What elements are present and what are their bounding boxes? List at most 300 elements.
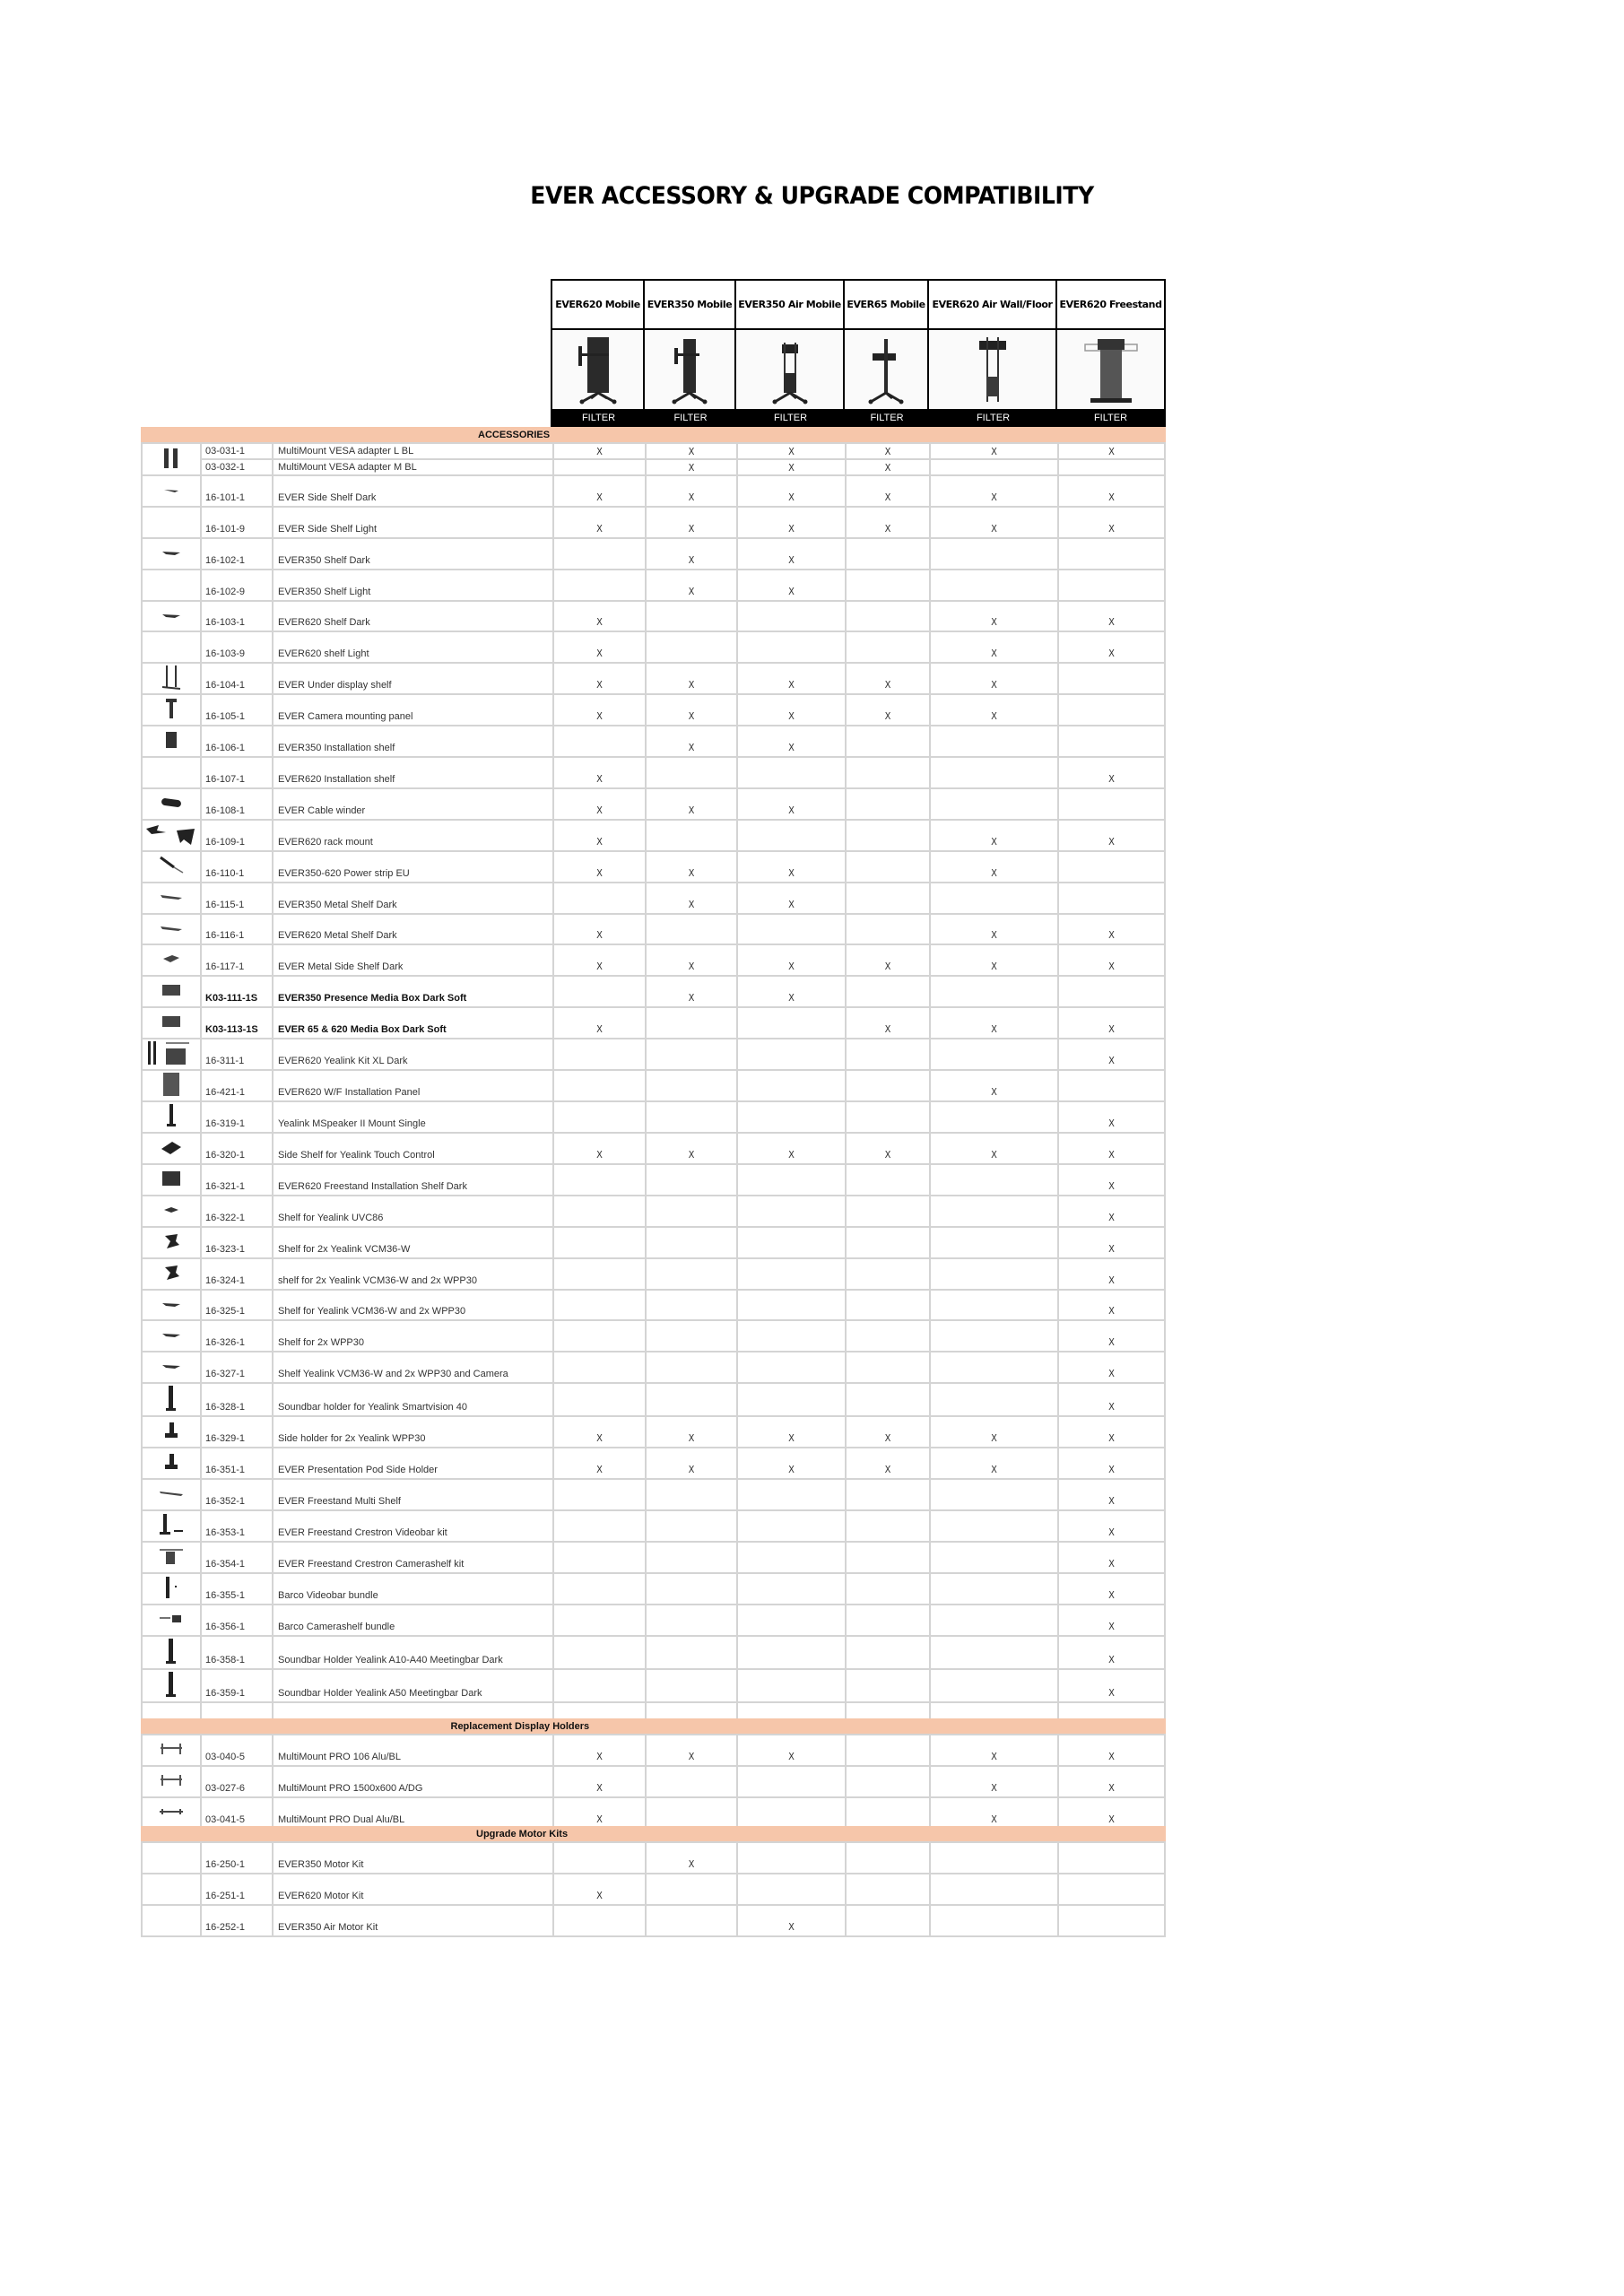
- product-label: EVER350 Air Mobile: [736, 281, 845, 328]
- table-row: [142, 1320, 1165, 1352]
- table-row: [142, 944, 1165, 976]
- compatibility-cell: [846, 1196, 930, 1227]
- compatible-mark: X: [688, 1464, 695, 1476]
- compatible-mark: X: [1108, 1620, 1115, 1632]
- filter-button[interactable]: FILTER: [870, 413, 904, 423]
- compatibility-cell: [930, 1352, 1058, 1383]
- compatibility-cell: [846, 601, 930, 632]
- table-row: [142, 1573, 1165, 1605]
- compatible-mark: X: [596, 616, 603, 629]
- compatible-mark: X: [991, 648, 997, 660]
- compatibility-cell: [930, 757, 1058, 788]
- compatibility-cell: [553, 507, 646, 538]
- product-thumbnail-cell: [142, 944, 201, 976]
- compatibility-cell: [646, 1735, 737, 1766]
- compatible-mark: X: [1108, 1781, 1115, 1794]
- media-box-icon: [161, 1014, 182, 1031]
- product-name: EVER620 Motor Kit: [273, 1874, 553, 1905]
- compatibility-cell: [1058, 1735, 1165, 1766]
- product-thumbnail-cell: [142, 1842, 201, 1874]
- videobar-kit-icon: [158, 1512, 185, 1540]
- compatibility-cell: [553, 757, 646, 788]
- part-number: 16-354-1: [201, 1542, 273, 1573]
- compatibility-cell: [737, 538, 846, 570]
- compatible-mark: X: [596, 1023, 603, 1036]
- compatibility-cell: [930, 1227, 1058, 1258]
- part-number: 16-355-1: [201, 1573, 273, 1605]
- compatible-mark: X: [688, 710, 695, 723]
- product-name: EVER Freestand Multi Shelf: [273, 1479, 553, 1510]
- compatibility-cell: [646, 1070, 737, 1101]
- part-number: 16-108-1: [201, 788, 273, 820]
- compatibility-cell: [737, 976, 846, 1007]
- compatible-mark: X: [1108, 1211, 1115, 1223]
- microphone-shelf-icon: [161, 1232, 181, 1253]
- compatibility-cell: [930, 914, 1058, 945]
- part-number: K03-111-1S: [201, 976, 273, 1007]
- compatibility-cell: [646, 1039, 737, 1070]
- product-thumbnail-cell: [142, 1007, 201, 1039]
- filter-button[interactable]: FILTER: [673, 413, 708, 423]
- side-holder-icon: [163, 1421, 179, 1443]
- product-thumbnail-cell: [142, 1101, 201, 1133]
- product-name: EVER Presentation Pod Side Holder: [273, 1448, 553, 1479]
- compatibility-cell: [846, 726, 930, 757]
- compatible-mark: X: [688, 1857, 695, 1870]
- compatibility-cell: [930, 570, 1058, 601]
- soundbar-holder-icon: [165, 1670, 178, 1701]
- soundbar-holder-icon: [165, 1384, 178, 1415]
- product-thumbnail-cell: [142, 1196, 201, 1227]
- product-thumbnail-cell: [142, 443, 201, 475]
- compatible-mark: X: [1108, 1368, 1115, 1380]
- product-name: MultiMount VESA adapter M BL: [273, 459, 553, 475]
- compatibility-cell: [646, 507, 737, 538]
- compatible-mark: X: [788, 679, 795, 691]
- compatible-mark: X: [991, 1464, 997, 1476]
- compatible-mark: X: [991, 1432, 997, 1445]
- compatibility-cell: [737, 1290, 846, 1321]
- part-number: 16-421-1: [201, 1070, 273, 1101]
- product-name: Shelf for Yealink VCM36-W and 2x WPP30: [273, 1290, 553, 1321]
- product-name: Shelf for 2x WPP30: [273, 1320, 553, 1352]
- compatible-mark: X: [1108, 1274, 1115, 1286]
- multimount-pro-icon: [158, 1741, 185, 1760]
- product-thumbnail-cell: [142, 1227, 201, 1258]
- product-thumbnail-cell: [142, 1479, 201, 1510]
- table-row: [142, 694, 1165, 726]
- compatibility-cell: [930, 1448, 1058, 1479]
- compatible-mark: X: [596, 1750, 603, 1762]
- compatibility-cell: [1058, 507, 1165, 538]
- table-row: [142, 1905, 1165, 1936]
- compatibility-cell: [737, 1352, 846, 1383]
- compatibility-cell: [1058, 538, 1165, 570]
- compatibility-cell: [646, 976, 737, 1007]
- table-row: [142, 726, 1165, 757]
- table-row: [142, 663, 1165, 694]
- filter-button[interactable]: FILTER: [773, 413, 808, 423]
- part-number: 03-041-5: [201, 1797, 273, 1829]
- compatible-mark: X: [688, 1750, 695, 1762]
- part-number: 16-326-1: [201, 1320, 273, 1352]
- compatibility-cell: [553, 726, 646, 757]
- installation-shelf-icon: [163, 730, 179, 752]
- part-number: 16-356-1: [201, 1605, 273, 1636]
- compatibility-cell: [737, 1227, 846, 1258]
- product-thumbnail-cell: [142, 1133, 201, 1164]
- section-table: [141, 1841, 1166, 1937]
- shelf-icon: [161, 1300, 182, 1311]
- product-name: EVER Side Shelf Light: [273, 507, 553, 538]
- compatibility-cell: [553, 1510, 646, 1542]
- compatible-mark: X: [596, 773, 603, 786]
- compatible-mark: X: [596, 835, 603, 848]
- table-row: [142, 1416, 1165, 1448]
- compatibility-cell: [737, 1416, 846, 1448]
- compatibility-cell: [930, 726, 1058, 757]
- product-name: EVER620 Freestand Installation Shelf Dark: [273, 1164, 553, 1196]
- compatibility-cell: [646, 788, 737, 820]
- table-row: [142, 1636, 1165, 1669]
- compatibility-cell: [737, 507, 846, 538]
- compatible-mark: X: [991, 866, 997, 879]
- compatible-mark: X: [788, 898, 795, 910]
- part-number: 03-040-5: [201, 1735, 273, 1766]
- compatibility-cell: [930, 1039, 1058, 1070]
- compatibility-cell: [846, 1290, 930, 1321]
- part-number: 16-353-1: [201, 1510, 273, 1542]
- compatible-mark: X: [991, 491, 997, 503]
- compatibility-cell: [930, 976, 1058, 1007]
- compatibility-cell: [646, 663, 737, 694]
- compatibility-cell: [1058, 570, 1165, 601]
- compatibility-cell: [646, 1842, 737, 1874]
- compatible-mark: X: [991, 835, 997, 848]
- compatible-mark: X: [991, 710, 997, 723]
- part-number: 16-324-1: [201, 1258, 273, 1290]
- product-thumbnail-cell: [142, 1905, 201, 1936]
- table-row: [142, 1383, 1165, 1416]
- compatibility-cell: [646, 1258, 737, 1290]
- compatibility-cell: [553, 459, 646, 475]
- filter-button[interactable]: FILTER: [1093, 413, 1128, 423]
- product-label: EVER620 Freestand: [1059, 299, 1162, 310]
- table-row: [142, 1766, 1165, 1797]
- table-row: [142, 883, 1165, 914]
- compatibility-cell: [646, 1133, 737, 1164]
- compatibility-cell: [737, 1133, 846, 1164]
- ever350-mobile-stand-icon: [645, 330, 736, 409]
- compatibility-cell: [846, 1905, 930, 1936]
- product-name: EVER620 Yealink Kit XL Dark: [273, 1039, 553, 1070]
- compatibility-cell: [737, 1070, 846, 1101]
- ever620-freestand-icon: [1057, 330, 1164, 409]
- compatibility-cell: [646, 538, 737, 570]
- product-label: EVER350 Mobile: [645, 281, 736, 328]
- product-thumbnail-cell: [142, 570, 201, 601]
- compatibility-cell: [846, 976, 930, 1007]
- compatibility-cell: [1058, 631, 1165, 663]
- compatible-mark: X: [596, 804, 603, 816]
- compatibility-cell: [646, 851, 737, 883]
- compatible-mark: X: [1108, 1118, 1115, 1130]
- compatibility-cell: [846, 1101, 930, 1133]
- shelf-icon: [161, 1361, 182, 1373]
- compatible-mark: X: [596, 1889, 603, 1901]
- compatible-mark: X: [1108, 1686, 1115, 1699]
- installation-panel-icon: [161, 1071, 181, 1100]
- compatible-mark: X: [688, 742, 695, 754]
- compatibility-cell: [1058, 1258, 1165, 1290]
- compatibility-cell: [1058, 459, 1165, 475]
- compatibility-cell: [737, 820, 846, 851]
- table-row: [142, 1164, 1165, 1196]
- compatible-mark: X: [596, 522, 603, 535]
- compatibility-cell: [646, 1542, 737, 1573]
- compatibility-cell: [646, 1669, 737, 1702]
- compatibility-cell: [846, 1227, 930, 1258]
- compatible-mark: X: [788, 710, 795, 723]
- compatibility-cell: [646, 1573, 737, 1605]
- compatibility-cell: [737, 1542, 846, 1573]
- table-row: [142, 1101, 1165, 1133]
- compatibility-cell: [1058, 1842, 1165, 1874]
- product-name: Shelf for 2x Yealink VCM36-W: [273, 1227, 553, 1258]
- compatibility-cell: [1058, 1510, 1165, 1542]
- compatibility-cell: [1058, 851, 1165, 883]
- compatibility-cell: [553, 976, 646, 1007]
- compatibility-cell: [737, 1101, 846, 1133]
- product-thumbnail-cell: [142, 1573, 201, 1605]
- product-label: EVER620 Air Wall/Floor: [929, 281, 1057, 328]
- table-row: [142, 1258, 1165, 1290]
- soundbar-holder-icon: [165, 1637, 178, 1668]
- compatibility-cell: [930, 1874, 1058, 1905]
- part-number: 16-106-1: [201, 726, 273, 757]
- microphone-shelf-icon: [161, 1264, 181, 1284]
- compatibility-cell: [930, 1383, 1058, 1416]
- compatibility-cell: [930, 475, 1058, 507]
- compatibility-cell: [930, 1101, 1058, 1133]
- compatible-mark: X: [596, 648, 603, 660]
- compatible-mark: X: [688, 491, 695, 503]
- part-number: 16-107-1: [201, 757, 273, 788]
- product-header: [551, 279, 1166, 429]
- compatible-mark: X: [884, 1432, 891, 1445]
- compatible-mark: X: [688, 553, 695, 566]
- rack-mount-icon: [144, 822, 198, 849]
- product-name: EVER350 Air Motor Kit: [273, 1905, 553, 1936]
- compatibility-cell: [1058, 1636, 1165, 1669]
- compatibility-cell: [930, 1070, 1058, 1101]
- compatible-mark: X: [884, 461, 891, 474]
- product-name: MultiMount PRO 106 Alu/BL: [273, 1735, 553, 1766]
- compatibility-cell: [1058, 1164, 1165, 1196]
- product-thumbnail-cell: [142, 1320, 201, 1352]
- product-thumbnail-cell: [142, 1352, 201, 1383]
- compatible-mark: X: [596, 1813, 603, 1825]
- compatible-mark: X: [884, 1023, 891, 1036]
- compatibility-cell: [646, 726, 737, 757]
- compatibility-cell: [553, 1101, 646, 1133]
- product-thumbnail-cell: [142, 1070, 201, 1101]
- filter-button[interactable]: FILTER: [976, 413, 1011, 423]
- compatibility-cell: [1058, 788, 1165, 820]
- product-thumbnail-cell: [142, 1766, 201, 1797]
- compatible-mark: X: [596, 679, 603, 691]
- compatible-mark: X: [688, 992, 695, 1004]
- product-thumbnail-cell: [142, 1448, 201, 1479]
- compatibility-cell: [737, 601, 846, 632]
- compatibility-cell: [553, 788, 646, 820]
- compatibility-cell: [930, 631, 1058, 663]
- ever65-mobile-stand-icon: [845, 330, 929, 409]
- product-thumbnail-cell: [142, 883, 201, 914]
- product-thumbnail-cell: [142, 726, 201, 757]
- compatibility-cell: [846, 1070, 930, 1101]
- compatibility-cell: [646, 944, 737, 976]
- product-thumbnail-cell: [142, 475, 201, 507]
- compatibility-cell: [737, 570, 846, 601]
- compatible-mark: X: [1108, 1494, 1115, 1507]
- compatibility-cell: [646, 1227, 737, 1258]
- compatibility-cell: [553, 883, 646, 914]
- compatibility-cell: [930, 1842, 1058, 1874]
- compatibility-cell: [646, 1479, 737, 1510]
- compatibility-cell: [737, 475, 846, 507]
- compatibility-cell: [646, 1905, 737, 1936]
- table-row: [142, 976, 1165, 1007]
- table-row: [142, 1797, 1165, 1829]
- compatible-mark: X: [1108, 1432, 1115, 1445]
- compatibility-cell: [1058, 1290, 1165, 1321]
- compatibility-cell: [846, 1605, 930, 1636]
- compatible-mark: X: [596, 491, 603, 503]
- compatible-mark: X: [596, 445, 603, 457]
- compatibility-cell: [737, 1320, 846, 1352]
- compatible-mark: X: [1108, 1813, 1115, 1825]
- compatibility-cell: [930, 1416, 1058, 1448]
- table-row: [142, 1227, 1165, 1258]
- compatibility-cell: [553, 1605, 646, 1636]
- side-holder-icon: [163, 1452, 179, 1474]
- multimount-pro-icon: [158, 1772, 185, 1791]
- compatible-mark: X: [788, 1750, 795, 1762]
- compatibility-cell: [846, 883, 930, 914]
- compatibility-cell: [930, 1669, 1058, 1702]
- product-name: EVER Metal Side Shelf Dark: [273, 944, 553, 976]
- product-label-row: [552, 281, 1164, 330]
- compatibility-cell: [646, 1290, 737, 1321]
- multimount-pro-dual-icon: [158, 1806, 185, 1820]
- compatibility-cell: [846, 570, 930, 601]
- compatible-mark: X: [991, 1750, 997, 1762]
- part-number: 16-115-1: [201, 883, 273, 914]
- compatibility-cell: [930, 1290, 1058, 1321]
- compatible-mark: X: [991, 1149, 997, 1161]
- compatibility-cell: [930, 1320, 1058, 1352]
- compatibility-cell: [553, 1874, 646, 1905]
- filter-button[interactable]: FILTER: [581, 413, 616, 423]
- compatibility-cell: [846, 1320, 930, 1352]
- compatible-mark: X: [1108, 1588, 1115, 1601]
- table-row: [142, 1542, 1165, 1573]
- table-row: [142, 1196, 1165, 1227]
- compatible-mark: X: [788, 445, 795, 457]
- yealink-kit-icon: [144, 1039, 198, 1069]
- compatibility-cell: [737, 1669, 846, 1702]
- product-thumbnail-cell: [142, 694, 201, 726]
- product-name: EVER350 Presence Media Box Dark Soft: [273, 976, 553, 1007]
- compatibility-cell: [930, 459, 1058, 475]
- compatibility-cell: [646, 1510, 737, 1542]
- compatibility-cell: [646, 694, 737, 726]
- product-name: EVER350 Shelf Dark: [273, 538, 553, 570]
- compatibility-cell: [1058, 1133, 1165, 1164]
- table-row: [142, 1510, 1165, 1542]
- compatible-mark: X: [788, 491, 795, 503]
- table-row: [142, 601, 1165, 632]
- product-name: EVER350 Motor Kit: [273, 1842, 553, 1874]
- part-number: 16-358-1: [201, 1636, 273, 1669]
- table-row: [142, 538, 1165, 570]
- filter-row: [552, 409, 1164, 427]
- product-thumbnail-cell: [142, 851, 201, 883]
- compatibility-cell: [1058, 1352, 1165, 1383]
- compatible-mark: X: [1108, 1242, 1115, 1255]
- table-row: [142, 1842, 1165, 1874]
- table-row: [142, 1007, 1165, 1039]
- part-number: 16-321-1: [201, 1164, 273, 1196]
- product-name: EVER620 W/F Installation Panel: [273, 1070, 553, 1101]
- compatibility-cell: [846, 1766, 930, 1797]
- compatibility-cell: [646, 631, 737, 663]
- compatibility-cell: [646, 883, 737, 914]
- compatibility-cell: [930, 1905, 1058, 1936]
- product-name: Yealink MSpeaker II Mount Single: [273, 1101, 553, 1133]
- compatibility-cell: [553, 475, 646, 507]
- compatibility-cell: [553, 820, 646, 851]
- compatibility-cell: [553, 538, 646, 570]
- part-number: 16-102-1: [201, 538, 273, 570]
- product-thumbnail-cell: [142, 507, 201, 538]
- camerashelf-kit-icon: [158, 1546, 185, 1569]
- shelf-icon: [161, 548, 182, 560]
- compatibility-cell: [1058, 1605, 1165, 1636]
- compatibility-cell: [737, 1448, 846, 1479]
- compatible-mark: X: [688, 804, 695, 816]
- compatibility-cell: [737, 1735, 846, 1766]
- table-row: [142, 1070, 1165, 1101]
- product-name: EVER Under display shelf: [273, 663, 553, 694]
- part-number: 03-032-1: [201, 459, 273, 475]
- shelf-icon: [161, 611, 182, 622]
- compatible-mark: X: [788, 585, 795, 597]
- product-thumbnail-cell: [142, 1416, 201, 1448]
- compatibility-cell: [930, 694, 1058, 726]
- product-label: EVER620 Mobile: [552, 281, 645, 328]
- compatibility-cell: [846, 1133, 930, 1164]
- compatibility-cell: [553, 1542, 646, 1573]
- compatibility-cell: [1058, 1101, 1165, 1133]
- compatible-mark: X: [991, 961, 997, 973]
- compatibility-cell: [737, 1766, 846, 1797]
- part-number: 16-109-1: [201, 820, 273, 851]
- compatibility-cell: [930, 538, 1058, 570]
- product-thumbnail-cell: [142, 1636, 201, 1669]
- section-header: [141, 1826, 1166, 1841]
